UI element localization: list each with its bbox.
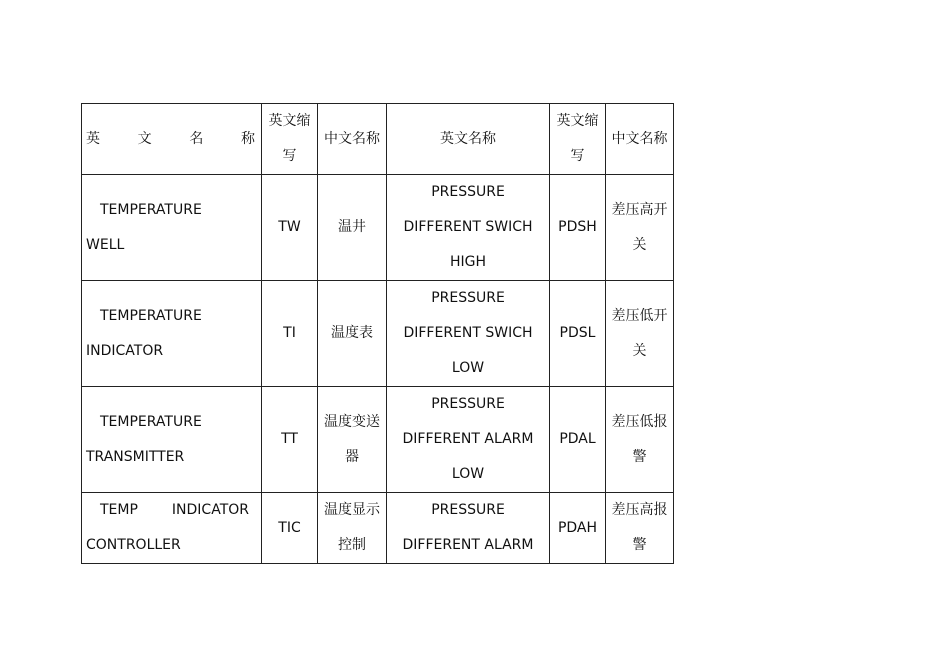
- header-char: 文: [137, 130, 152, 147]
- cell-chinese-name-right: 差压高开关: [606, 175, 674, 281]
- cell-english-name: TEMPERATURE INDICATOR: [82, 281, 262, 387]
- cell-english-name: TEMPERATURE TRANSMITTER: [82, 387, 262, 493]
- cell-abbr: TI: [262, 281, 318, 387]
- table-header-row: [82, 104, 674, 175]
- table-row: [82, 493, 674, 564]
- cell-chinese-name: 温度显示控制: [318, 493, 387, 564]
- header-char: 称: [240, 130, 255, 147]
- cell-abbr: TIC: [262, 493, 318, 564]
- cell-chinese-name-right: 差压高报警: [606, 493, 674, 564]
- cell-abbr: TW: [262, 175, 318, 281]
- table-row: [82, 387, 674, 493]
- header-chinese-name-right: 中文名称: [606, 104, 674, 175]
- header-english-name: [82, 104, 262, 175]
- cell-abbr-right: PDAL: [550, 387, 606, 493]
- header-char: 英: [86, 130, 100, 147]
- cell-english-name-right: PRESSURE DIFFERENT SWICH HIGH: [387, 175, 550, 281]
- cell-chinese-name: 温度表: [318, 281, 387, 387]
- header-english-abbr-right: 英文缩写: [550, 104, 606, 175]
- cell-chinese-name: 温度变送器: [318, 387, 387, 493]
- header-english-abbr: 英文缩写: [262, 104, 318, 175]
- cell-chinese-name-right: 差压低报警: [606, 387, 674, 493]
- cell-abbr-right: PDAH: [550, 493, 606, 564]
- header-char: 名: [189, 130, 204, 147]
- cell-english-name-right: PRESSURE DIFFERENT ALARM: [387, 493, 550, 564]
- cell-chinese-name: 温井: [318, 175, 387, 281]
- table-row: [82, 175, 674, 281]
- cell-abbr: TT: [262, 387, 318, 493]
- cell-english-name-right: PRESSURE DIFFERENT ALARM LOW: [387, 387, 550, 493]
- cell-english-name-right: PRESSURE DIFFERENT SWICH LOW: [387, 281, 550, 387]
- cell-english-name: TEMPERATURE WELL: [82, 175, 262, 281]
- abbreviation-table: [81, 103, 674, 564]
- header-english-name-right: 英文名称: [387, 104, 550, 175]
- cell-chinese-name-right: 差压低开关: [606, 281, 674, 387]
- cell-english-name: TEMP INDICATOR CONTROLLER: [82, 493, 262, 564]
- cell-abbr-right: PDSH: [550, 175, 606, 281]
- header-chinese-name: 中文名称: [318, 104, 387, 175]
- cell-abbr-right: PDSL: [550, 281, 606, 387]
- table-row: [82, 281, 674, 387]
